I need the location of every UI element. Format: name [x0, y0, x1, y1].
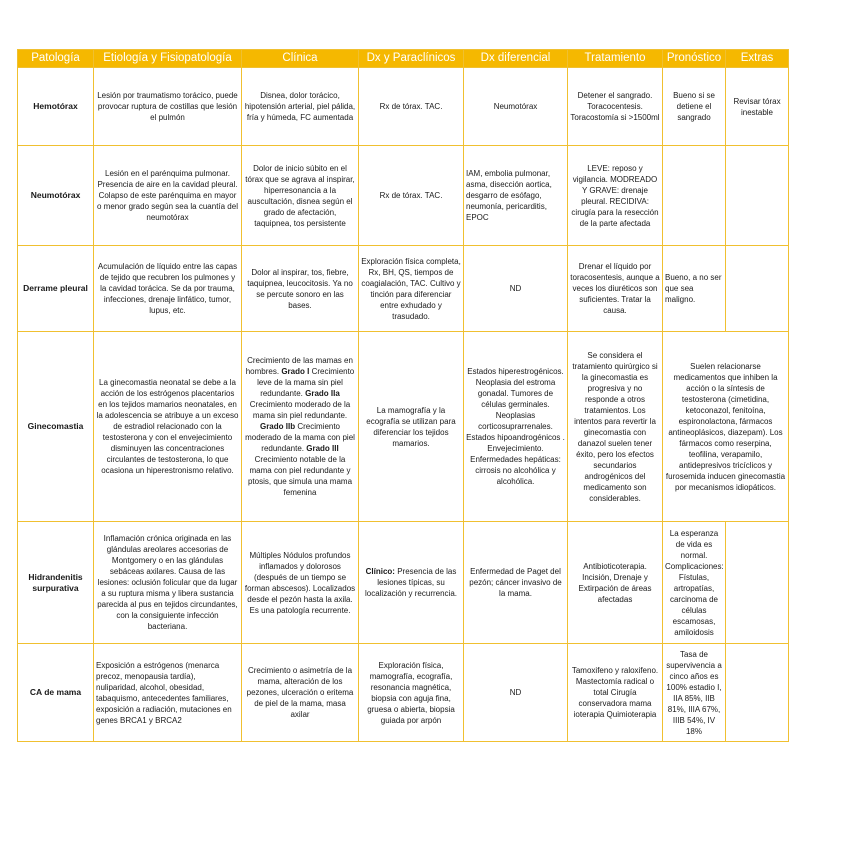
- grade-2a-label: Grado IIa: [305, 389, 340, 398]
- cell-tratamiento: Drenar el líquido por toracosentesis, aunque a veces los diuréticos son suficientes. Tratar la causa.: [568, 246, 663, 332]
- header-clinica: Clínica: [242, 50, 359, 68]
- cell-extras: Revisar tórax inestable: [726, 68, 789, 146]
- cell-patologia: CA de mama: [18, 644, 94, 742]
- cell-pronostico: Bueno si se detiene el sangrado: [663, 68, 726, 146]
- cell-dx-diferencial: ND: [464, 246, 568, 332]
- cell-dx-diferencial: IAM, embolia pulmonar, asma, disección aortica, desgarro de esófago, neumonía, pericarditis, EPOC: [464, 146, 568, 246]
- cell-extras: [726, 644, 789, 742]
- cell-dx-diferencial: Estados hiperestrogénicos. Neoplasia del estroma gonadal. Tumores de células germinales. Neoplasias corticosuprarrenales. Estados hipoandrogénicos . Envejecimiento. Enfermedades hepáticas: cirrosis no alcohólica y alcohólica.: [464, 332, 568, 522]
- cell-clinica: Múltiples Nódulos profundos inflamados y dolorosos (después de un tiempo se forman abscesos). Localizados desde el pezón hasta la axila. Es una patología recurrente.: [242, 522, 359, 644]
- table-row: [18, 332, 789, 522]
- table-row: [18, 644, 789, 742]
- cell-pronostico-extras: Suelen relacionarse medicamentos que inhiben la acción o la síntesis de testosterona (cimetidina, ketoconazol, fenitoína, espironolactona, fármacos antineoplásicos, diazepam). Los fármacos como reserpina, teofilina, verapamilo, antidepresivos tricíclicos y furosemida inducen ginecomastia por mecanismos idiopáticos.: [663, 332, 789, 522]
- grade-2b-text: Crecimiento moderado de la mama con piel redundante.: [245, 422, 355, 453]
- cell-dx-diferencial: ND: [464, 644, 568, 742]
- header-row: [18, 50, 789, 68]
- cell-patologia: Hidrandenitis surpurativa: [18, 522, 94, 644]
- cell-dx: Rx de tórax. TAC.: [359, 146, 464, 246]
- cell-patologia: Neumotórax: [18, 146, 94, 246]
- cell-extras: [726, 522, 789, 644]
- cell-patologia: Ginecomastia: [18, 332, 94, 522]
- dx-bold-label: Clínico:: [365, 567, 395, 576]
- cell-dx: [359, 522, 464, 644]
- cell-clinica: Disnea, dolor torácico, hipotensión arterial, piel pálida, fría y húmeda, FC aumentada: [242, 68, 359, 146]
- table-row: [18, 522, 789, 644]
- cell-tratamiento: Tamoxifeno y raloxifeno. Mastectomía radical o total Cirugía conservadora mama ioterapia Quimioterapia: [568, 644, 663, 742]
- table-row: [18, 246, 789, 332]
- table-row: [18, 68, 789, 146]
- cell-dx: Exploración física, mamografía, ecografía, resonancia magnética, biopsia con aguja fina, gruesa o abierta, biopsia guiada por arpón: [359, 644, 464, 742]
- grade-2a-text: Crecimiento moderado de la mama sin piel redundante.: [249, 400, 351, 420]
- cell-dx-diferencial: Neumotórax: [464, 68, 568, 146]
- cell-etiologia: Lesión por traumatismo torácico, puede provocar ruptura de costillas que lesión el pulmón: [94, 68, 242, 146]
- cell-etiologia: Acumulación de líquido entre las capas de tejido que recubren los pulmones y la cavidad torácica. Se da por trauma, infecciones, drenaje linfático, tumor, lupus, etc.: [94, 246, 242, 332]
- cell-pronostico: La esperanza de vida es normal. Complicaciones: Fístulas, artropatías, carcinoma de células escamosas, amiloidosis: [663, 522, 726, 644]
- dx-text: Presencia de las lesiones típicas, su localización y recurrencia.: [364, 567, 458, 598]
- table-row: [18, 146, 789, 246]
- cell-dx: Rx de tórax. TAC.: [359, 68, 464, 146]
- cell-extras: [726, 246, 789, 332]
- cell-pronostico: Tasa de supervivencia a cinco años es 100% estadio I, IIA 85%, IIB 81%, IIIA 67%, IIIB 54%, IV 18%: [663, 644, 726, 742]
- cell-dx-diferencial: Enfermedad de Paget del pezón; cáncer invasivo de la mama.: [464, 522, 568, 644]
- cell-pronostico: [663, 146, 726, 246]
- header-dx-diferencial: Dx diferencial: [464, 50, 568, 68]
- cell-clinica: Dolor de inicio súbito en el tórax que se agrava al inspirar, hiperresonancia a la auscultación, disnea según el grado de afectación, taquipnea, tos persistente: [242, 146, 359, 246]
- grade-1-text: Crecimiento leve de la mama sin piel redundante.: [257, 367, 355, 398]
- header-extras: Extras: [726, 50, 789, 68]
- grade-2b-label: Grado IIb: [259, 422, 296, 431]
- cell-etiologia: Inflamación crónica originada en las glándulas areolares accesorias de Montgomery o en las glándulas sebáceas axilares. Causa de las lesiones: oclusión folicular que da lugar a su ruptura misma y libera sustancia parecida al pus en tejidos circundantes, con la consiguiente infección bacteriana.: [94, 522, 242, 644]
- header-patologia: Patología: [18, 50, 94, 68]
- cell-etiologia: Exposición a estrógenos (menarca precoz, menopausia tardía), nuliparidad, alcohol, obesidad, tabaquismo, antecedentes familiares, exposición a radiación, mutaciones en genes BRCA1 y BRCA2: [94, 644, 242, 742]
- header-tratamiento: Tratamiento: [568, 50, 663, 68]
- grade-1-label: Grado I: [281, 367, 310, 376]
- clinica-intro: Crecimiento de las mamas en hombres.: [245, 356, 353, 376]
- grade-3-label: Grado III: [306, 444, 339, 453]
- cell-patologia: Derrame pleural: [18, 246, 94, 332]
- cell-etiologia: Lesión en el parénquima pulmonar. Presencia de aire en la cavidad pleural. Colapso de este parénquima en mayor o menor grado según sea la cuantía del neumotórax: [94, 146, 242, 246]
- header-pronostico: Pronóstico: [663, 50, 726, 68]
- header-etiologia: Etiología y Fisiopatología: [94, 50, 242, 68]
- cell-etiologia: La ginecomastia neonatal se debe a la acción de los estrógenos placentarios en los tejidos mamarios neonatales, en la adolescencia se atribuye a un exceso de estradiol relacionado con la testosterona y con el envejecimiento disminuyen las concentraciones circulantes de testosterona, lo que ocasiona un hiperestronismo relativo.: [94, 332, 242, 522]
- cell-tratamiento: Antibioticoterapia. Incisión, Drenaje y Extirpación de áreas afectadas: [568, 522, 663, 644]
- cell-tratamiento: Se considera el tratamiento quirúrgico si la ginecomastia es progresiva y no responde a otros tratamientos. Los intentos para revertir la ginecomastia con danazol suelen tener éxito, pero los efectos secundarios androgénicos del medicamento son considerables.: [568, 332, 663, 522]
- cell-clinica: Dolor al inspirar, tos, fiebre, taquipnea, leucocitosis. Ya no se percute sonoro en las bases.: [242, 246, 359, 332]
- cell-pronostico: Bueno, a no ser que sea maligno.: [663, 246, 726, 332]
- cell-dx: Exploración física completa, Rx, BH, QS, tiempos de coagialación, TAC. Cultivo y tinción para diferenciar entre exhudado y trasudado.: [359, 246, 464, 332]
- cell-tratamiento: LEVE: reposo y vigilancia. MODREADO Y GRAVE: drenaje pleural. RECIDIVA: cirugía para la resección de la parte afectada: [568, 146, 663, 246]
- cell-extras: [726, 146, 789, 246]
- header-dx: Dx y Paraclínicos: [359, 50, 464, 68]
- cell-patologia: Hemotórax: [18, 68, 94, 146]
- pathology-table: [17, 49, 789, 742]
- cell-dx: La mamografía y la ecografía se utilizan para diferenciar los tejidos mamarios.: [359, 332, 464, 522]
- cell-clinica: [242, 332, 359, 522]
- cell-clinica: Crecimiento o asimetría de la mama, alteración de los pezones, ulceración o eritema de piel de la mama, masa axilar: [242, 644, 359, 742]
- cell-tratamiento: Detener el sangrado. Toracocentesis. Toracostomía si >1500ml: [568, 68, 663, 146]
- grade-3-text: Crecimiento notable de la mama con piel redundante y ptosis, que simula una mama femenina: [247, 455, 353, 497]
